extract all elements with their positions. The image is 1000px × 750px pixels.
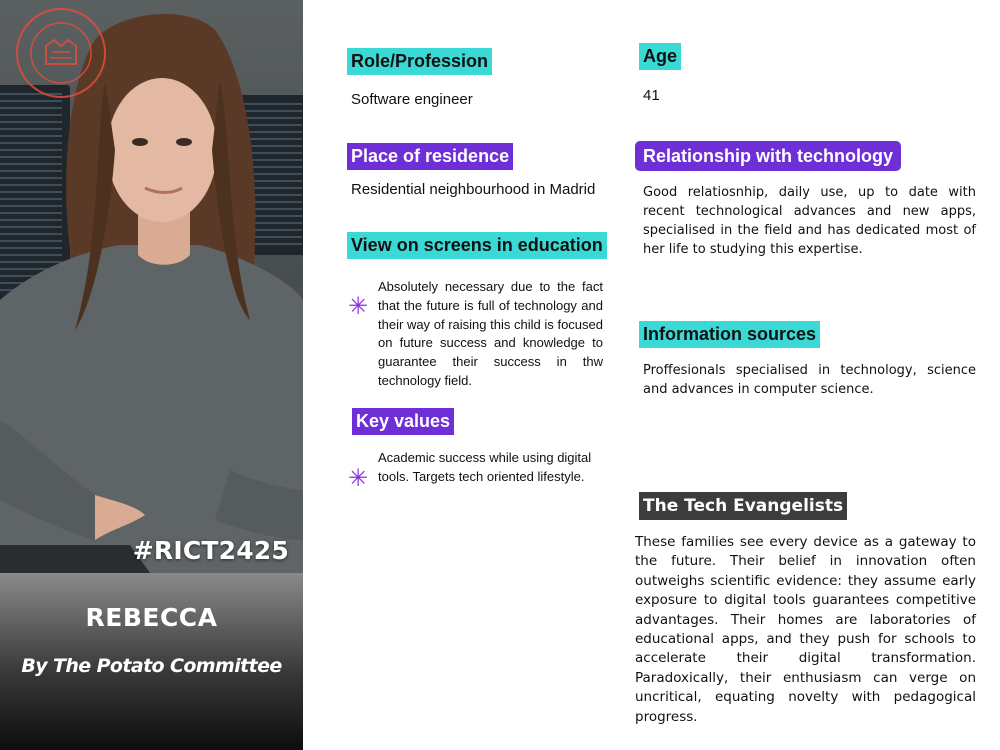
age-label: Age [639,43,681,70]
asterisk-icon: ✳ [348,292,369,320]
values-label: Key values [352,408,454,435]
persona-name: REBECCA [85,603,218,632]
role-label: Role/Profession [347,48,492,75]
sources-label: Information sources [639,321,820,348]
persona-photo [0,0,303,573]
sources-value: Proffesionals specialised in technology, science and advances in computer science. [643,363,976,397]
residence-value: Residential neighbourhood in Madrid [351,181,596,198]
screens-value: Absolutely necessary due to the fact that the future is full of technology and their way of raising this child is focused on future success and knowledge to guarantee their success in thw technology field. [378,279,603,388]
technology-value: Good relatiosnhip, daily use, up to date with recent technological advances and new apps, specialised in the field and has dedicated most of her life to studying this expertise. [643,185,976,257]
hashtag: #RICT2425 [132,536,289,565]
residence-label: Place of residence [347,143,513,170]
values-value: Academic success while using digital tools. Targets tech oriented lifestyle. [378,450,592,484]
persona-panel [0,0,303,750]
asterisk-icon: ✳ [348,464,369,492]
group-description: These families see every device as a gateway to the future. Their belief in innovation often outweighs scientific evidence: they assume early exposure to digital tools guarantees competitive advantages. Their homes are laboratories of educational apps, and they push for schools to accelerate their digital transformation. Paradoxically, their enthusiasm can verge on uncritical, equating novelty with pedagogical progress. [635,534,976,725]
group-label: The Tech Evangelists [639,492,847,520]
age-value: 41 [643,87,660,104]
screens-label: View on screens in education [347,232,607,259]
technology-label: Relationship with technology [635,141,901,171]
name-box [0,573,303,750]
byline: By The Potato Committee [21,655,282,677]
role-value: Software engineer [351,91,473,108]
university-seal [14,6,108,100]
